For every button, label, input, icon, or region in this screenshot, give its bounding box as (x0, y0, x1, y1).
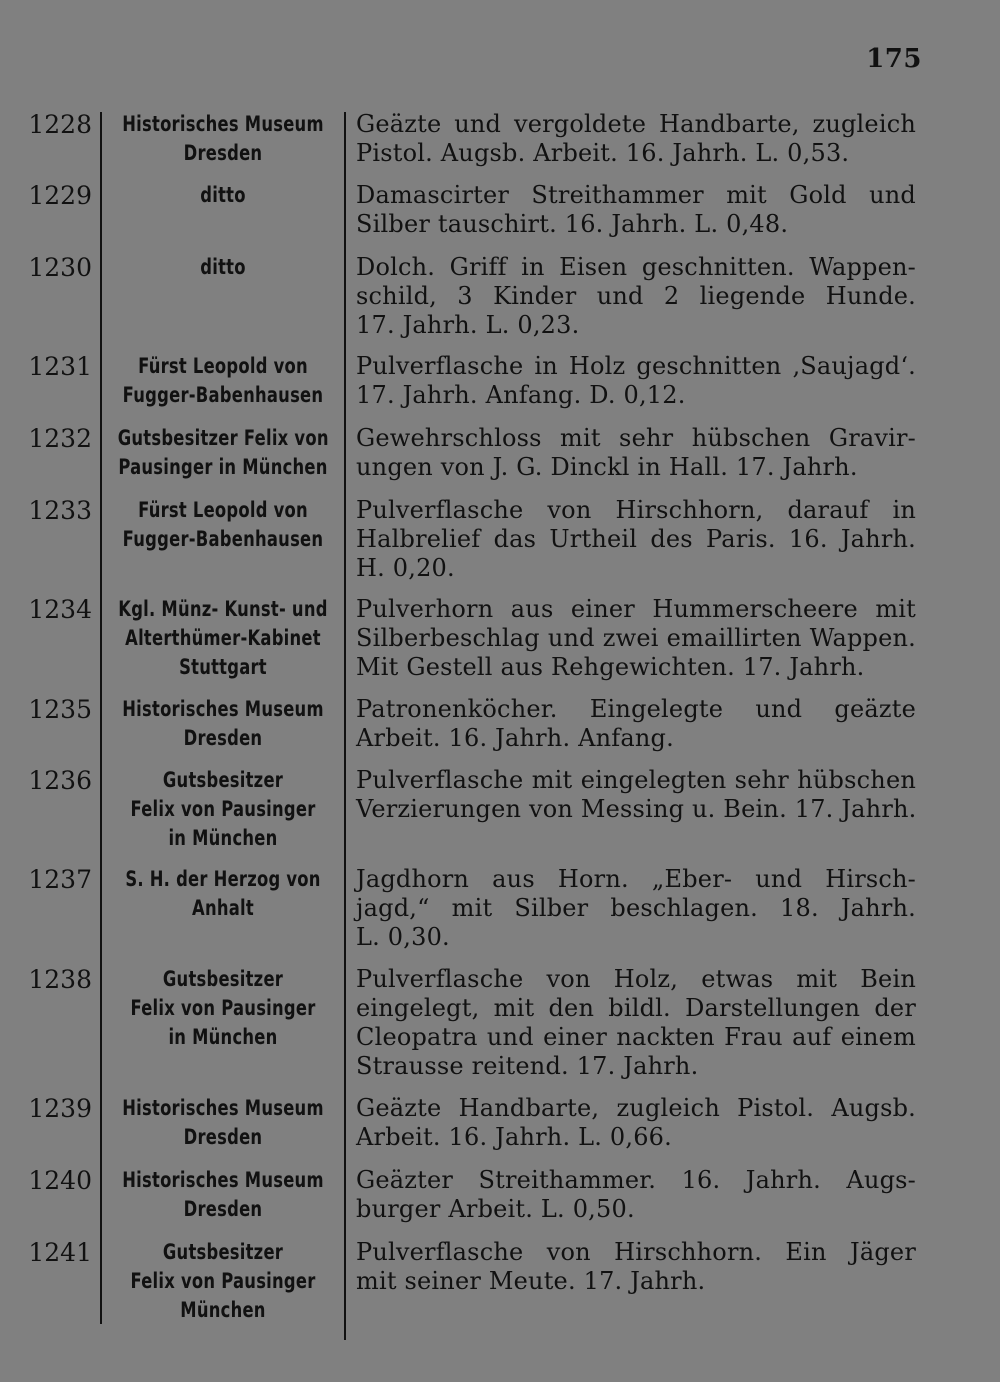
owner-line: Historisches Museum (122, 1096, 324, 1120)
entry-number: 1238 (28, 965, 92, 994)
entry-owner (118, 766, 329, 853)
entry-owner (118, 965, 329, 1052)
entry-description (356, 865, 916, 952)
owner-line: München (180, 1298, 266, 1322)
description-line: Patronenköcher. Eingelegte und geäzte (356, 695, 916, 723)
owner-line: in München (168, 1025, 278, 1049)
owner-line: Fugger-Babenhausen (122, 527, 324, 551)
owner-line: Gutsbesitzer (162, 768, 284, 792)
owner-line: Anhalt (192, 896, 254, 920)
entry-owner (118, 1238, 329, 1325)
entry-description (356, 766, 916, 824)
description-line: Damascirter Streithammer mit Gold und (356, 181, 916, 209)
description-line: Jagdhorn aus Horn. „Eber- und Hirsch- (356, 865, 916, 893)
description-line: Pulverflasche von Holz, etwas mit Bein (356, 965, 916, 993)
entry-owner (118, 496, 329, 554)
entry-description (356, 965, 916, 1081)
description-line: Pistol. Augsb. Arbeit. 16. Jahrh. L. 0,53. (356, 139, 850, 167)
entry-description (356, 181, 916, 239)
entry-number: 1241 (28, 1238, 92, 1267)
entry-number: 1234 (28, 595, 92, 624)
entry-owner (118, 181, 329, 210)
owner-line: Dresden (183, 1197, 263, 1221)
owner-line: Felix von Pausinger (130, 797, 316, 821)
description-line: Gewehrschloss mit sehr hübschen Gravir- (356, 424, 916, 452)
description-line: Pulverflasche von Hirschhorn, darauf in (356, 496, 916, 524)
entry-owner (118, 110, 329, 168)
entry-owner (118, 352, 329, 410)
entry-number: 1237 (28, 865, 92, 894)
entry-description (356, 695, 916, 753)
owner-line: ditto (200, 183, 246, 207)
description-line: Halbrelief das Urtheil des Paris. 16. Jahrh. (356, 525, 916, 553)
owner-line: Dresden (183, 726, 263, 750)
owner-line: Dresden (183, 1125, 263, 1149)
description-line: schild, 3 Kinder und 2 liegende Hunde. (356, 282, 916, 310)
description-line: Pulverflasche von Hirschhorn. Ein Jäger (356, 1238, 916, 1266)
owner-line: Gutsbesitzer (162, 1240, 284, 1264)
description-line: Silber tauschirt. 16. Jahrh. L. 0,48. (356, 210, 789, 238)
entry-number: 1231 (28, 352, 92, 381)
owner-line: Fürst Leopold von (138, 354, 308, 378)
owner-line: Fürst Leopold von (138, 498, 308, 522)
owner-line: Kgl. Münz- Kunst- und (118, 597, 328, 621)
column-rule-right (344, 112, 346, 1340)
description-line: ungen von J. G. Dinckl in Hall. 17. Jahrh. (356, 453, 858, 481)
description-line: Arbeit. 16. Jahrh. L. 0,66. (356, 1123, 672, 1151)
entry-owner (118, 1094, 329, 1152)
owner-line: S. H. der Herzog von (125, 867, 321, 891)
description-line: eingelegt, mit den bildl. Darstellungen der (356, 994, 916, 1022)
entry-owner (118, 424, 329, 482)
entry-number: 1235 (28, 695, 92, 724)
description-line: 17. Jahrh. Anfang. D. 0,12. (356, 381, 686, 409)
entry-description (356, 1094, 916, 1152)
entry-description (356, 352, 916, 410)
entry-description (356, 1166, 916, 1224)
column-rule-left (100, 112, 102, 1324)
entry-number: 1236 (28, 766, 92, 795)
description-line: Geäzter Streithammer. 16. Jahrh. Augs- (356, 1166, 916, 1194)
entry-description (356, 1238, 916, 1296)
entry-number: 1228 (28, 110, 92, 139)
description-line: mit seiner Meute. 17. Jahrh. (356, 1267, 706, 1295)
entry-number: 1233 (28, 496, 92, 525)
owner-line: Gutsbesitzer (162, 967, 284, 991)
description-line: Arbeit. 16. Jahrh. Anfang. (356, 724, 674, 752)
description-line: H. 0,20. (356, 554, 455, 582)
entry-owner (118, 695, 329, 753)
owner-line: Fugger-Babenhausen (122, 383, 324, 407)
description-line: Pulverflasche in Holz geschnitten ‚Saujagd‘. (356, 352, 916, 380)
owner-line: Felix von Pausinger (130, 1269, 316, 1293)
description-line: Geäzte und vergoldete Handbarte, zugleich (356, 110, 916, 138)
owner-line: ditto (200, 255, 246, 279)
entry-number: 1229 (28, 181, 92, 210)
description-line: Verzierungen von Messing u. Bein. 17. Jahrh. (356, 795, 917, 823)
description-line: L. 0,30. (356, 923, 450, 951)
entry-owner (118, 595, 329, 682)
description-line: Strausse reitend. 17. Jahrh. (356, 1052, 699, 1080)
description-line: Pulverflasche mit eingelegten sehr hübschen (356, 766, 916, 794)
entry-description (356, 496, 916, 583)
description-line: Mit Gestell aus Rehgewichten. 17. Jahrh. (356, 653, 865, 681)
description-line: Silberbeschlag und zwei emaillirten Wappen. (356, 624, 916, 652)
entry-description (356, 110, 916, 168)
owner-line: Felix von Pausinger (130, 996, 316, 1020)
description-line: Cleopatra und einer nackten Frau auf einem (356, 1023, 916, 1051)
owner-line: Historisches Museum (122, 1168, 324, 1192)
owner-line: Historisches Museum (122, 112, 324, 136)
entry-number: 1239 (28, 1094, 92, 1123)
owner-line: Dresden (183, 141, 263, 165)
entry-number: 1240 (28, 1166, 92, 1195)
entry-owner (118, 1166, 329, 1224)
owner-line: Stuttgart (179, 655, 267, 679)
entry-number: 1232 (28, 424, 92, 453)
description-line: jagd,“ mit Silber beschlagen. 18. Jahrh. (356, 894, 916, 922)
page-number: 175 (866, 44, 922, 74)
entry-description (356, 253, 916, 340)
description-line: Dolch. Griff in Eisen geschnitten. Wappen- (356, 253, 916, 281)
description-line: 17. Jahrh. L. 0,23. (356, 311, 580, 339)
description-line: Pulverhorn aus einer Hummerscheere mit (356, 595, 916, 623)
entry-description (356, 424, 916, 482)
entry-owner (118, 865, 329, 923)
owner-line: Gutsbesitzer Felix von (117, 426, 329, 450)
entry-owner (118, 253, 329, 282)
entry-description (356, 595, 916, 682)
description-line: Geäzte Handbarte, zugleich Pistol. Augsb. (356, 1094, 916, 1122)
owner-line: Alterthümer-Kabinet (125, 626, 321, 650)
owner-line: in München (168, 826, 278, 850)
owner-line: Historisches Museum (122, 697, 324, 721)
description-line: burger Arbeit. L. 0,50. (356, 1195, 635, 1223)
owner-line: Pausinger in München (118, 455, 328, 479)
entry-number: 1230 (28, 253, 92, 282)
